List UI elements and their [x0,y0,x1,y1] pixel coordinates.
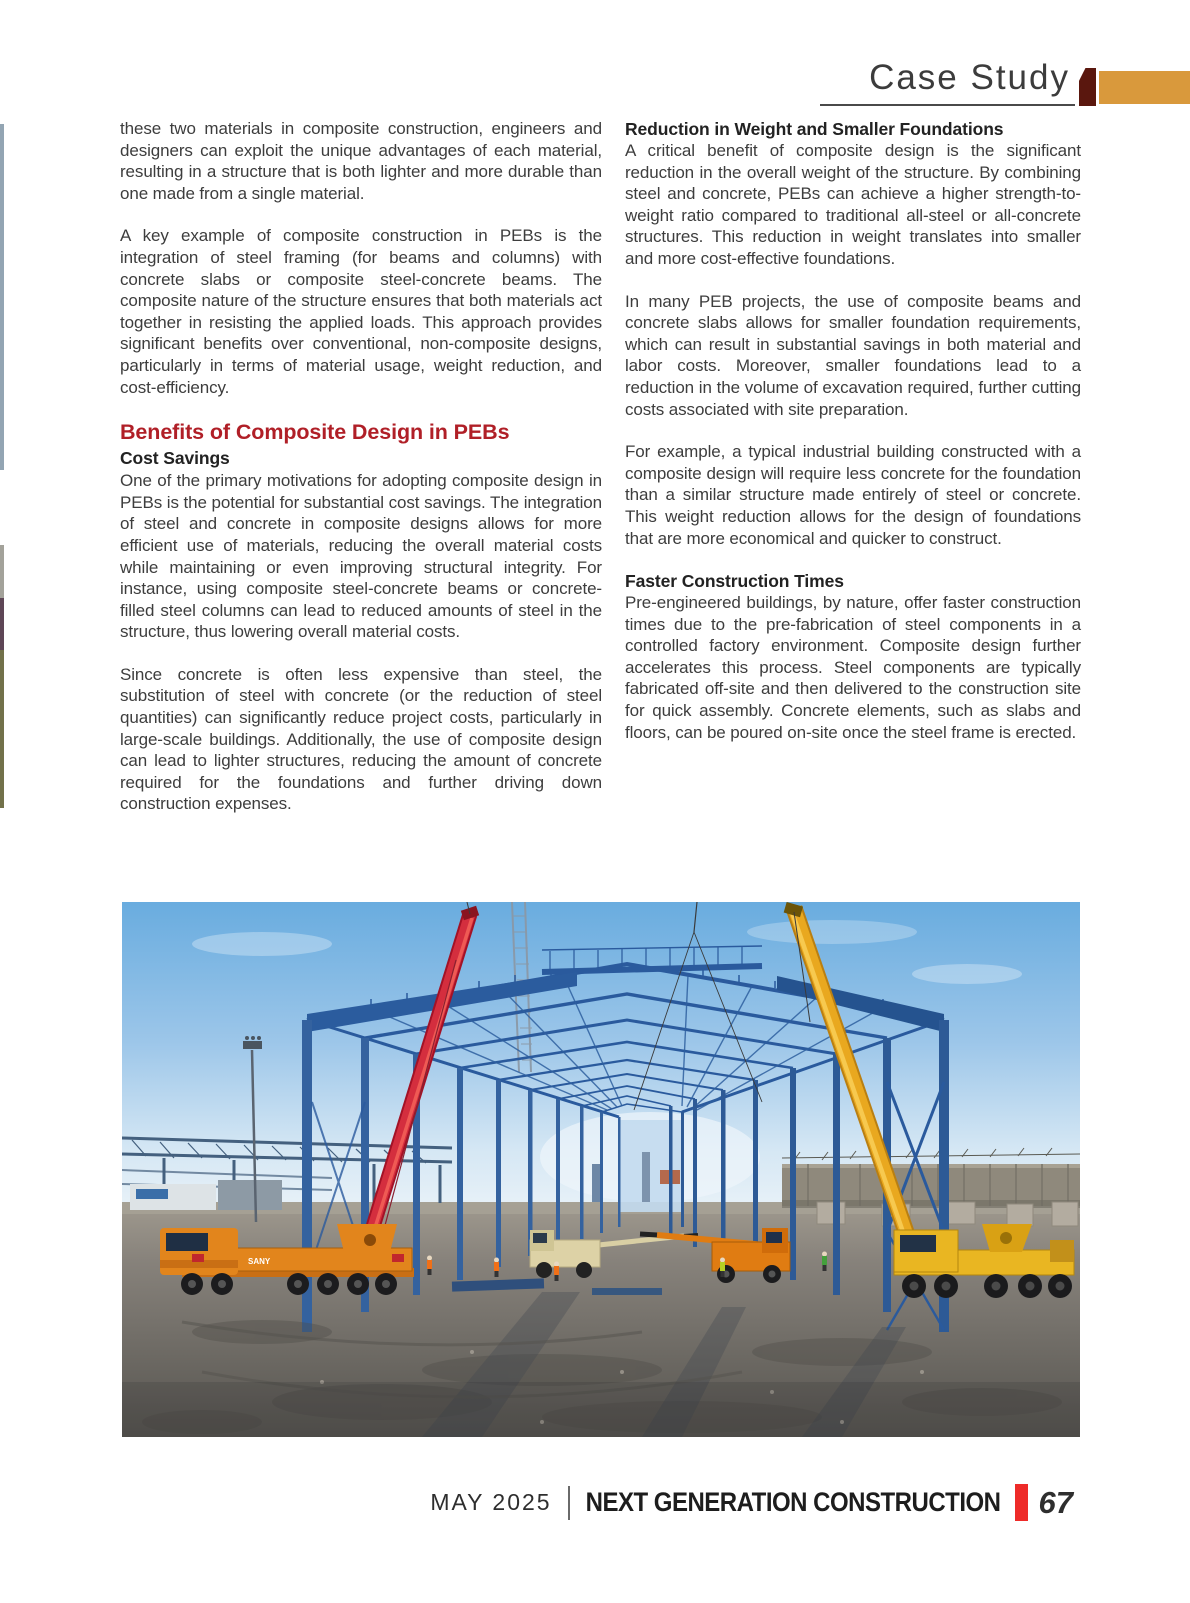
crane-brand-label: SANY [248,1257,271,1266]
paragraph: A key example of composite construction in PEBs is the integration of steel framing (for beams and columns) with concrete slabs or composite steel-concrete beams. The composite nature of the structure ensures that both materials act together in resisting the applied loads. This approach provides significant benefits over conventional, non-composite designs, particularly in terms of material usage, weight reduction, and cost-efficiency. [120,226,602,397]
right-column [625,118,1081,743]
paragraph: Pre-engineered buildings, by nature, offer faster construction times due to the pre-fabrication of steel components in a controlled factory environment. Composite design further accelerates this process. Steel components are typically fabricated off-site and then delivered to the construction site for quick assembly. Concrete elements, such as slabs and floors, can be poured on-site once the steel frame is erected. [625,593,1081,742]
paragraph: Since concrete is often less expensive than steel, the substitution of steel with concrete (or the reduction of steel quantities) can significantly reduce project costs, particularly in large-scale buildings. Additionally, the use of composite design can lead to lighter structures, reducing the amount of concrete required for the foundations and further driving down construction expenses. [120,664,602,814]
magazine-name: NEXT GENERATION CONSTRUCTION [585,1486,1001,1518]
paragraph: these two materials in composite construction, engineers and designers can exploit the unique advantages of each material, resulting in a structure that is both lighter and more durable than one made from a single material. [120,119,602,203]
construction-site-photo [122,902,1080,1437]
subheading-faster-construction: Faster Construction Times [625,571,844,592]
page-bleed-strip [0,650,4,808]
page-number: 67 [1038,1484,1073,1520]
paragraph: In many PEB projects, the use of composite beams and concrete slabs allows for smaller foundation requirements, which can result in substantial savings in both material and labor costs. Moreover, smaller foundations lead to a reduction in the volume of excavation required, further cutting costs associated with site preparation. [625,291,1081,419]
left-column [120,118,602,815]
subheading-cost-savings: Cost Savings [120,448,230,469]
construction-site-illustration [122,902,1080,1437]
page-bleed-strip [0,124,4,470]
footer-divider [568,1486,570,1520]
page-number-marker [1015,1484,1028,1521]
header-rule [820,104,1075,106]
header-wedge-decoration [1079,68,1096,106]
issue-date: MAY 2025 [430,1489,552,1515]
subheading-weight-foundations: Reduction in Weight and Smaller Foundations [625,119,1004,139]
paragraph: For example, a typical industrial building constructed with a composite design will require less concrete for the foundation than a similar structure made entirely of steel or concrete. This weight reduction allows for the design of foundations that are more economical and quicker to construct. [625,442,1081,548]
paragraph: One of the primary motivations for adopting composite design in PEBs is the potential for substantial cost savings. The integration of steel and concrete in composite designs allows for more efficient use of materials, reducing the overall material costs while maintaining or even improving structural integrity. For instance, using composite steel-concrete beams or concrete-filled steel columns can lead to reduced amounts of steel in the structure, thus lowering overall material costs. [120,471,602,642]
page-bleed-strip [0,545,4,598]
paragraph: A critical benefit of composite design is the significant reduction in the overall weight of the structure. By combining steel and concrete, PEBs can achieve a higher strength-to-weight ratio compared to traditional all-steel or all-concrete structures. This reduction in weight translates into smaller and more cost-effective foundations. [625,141,1081,268]
page-bleed-strip [0,598,4,650]
page-title: Case Study [869,58,1070,97]
page-footer [0,1484,1073,1521]
header-bar-decoration [1099,71,1190,104]
section-heading-benefits: Benefits of Composite Design in PEBs [120,420,510,445]
